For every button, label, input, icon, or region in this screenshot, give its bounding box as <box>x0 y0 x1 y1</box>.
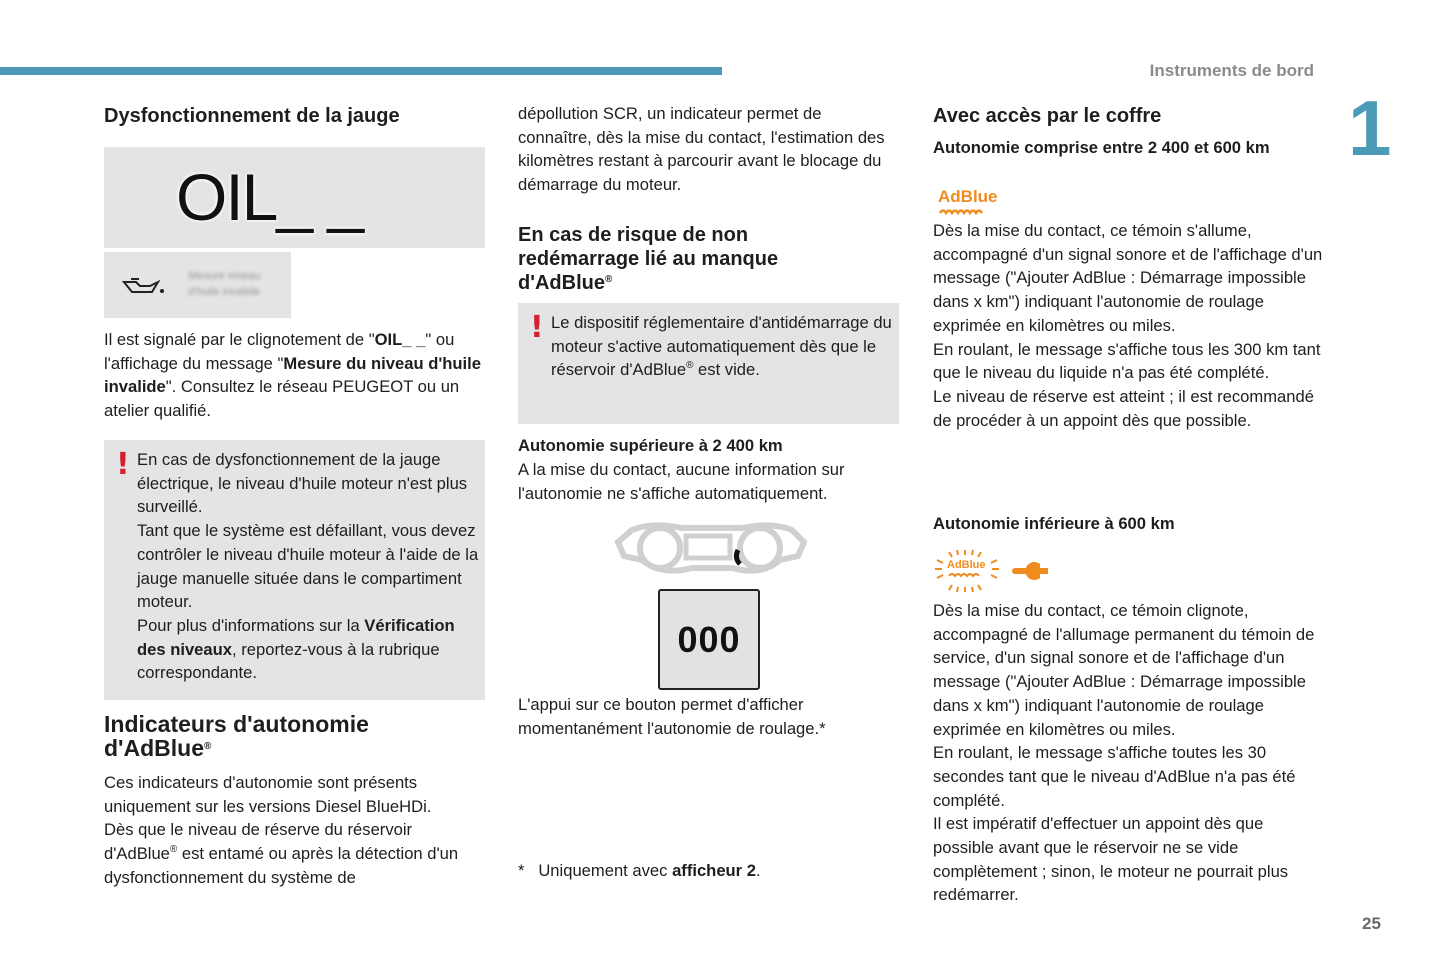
text-bold: OIL_ _ <box>374 330 426 349</box>
paragraph-2400-600 <box>933 219 1323 432</box>
oil-message-text: Mesure niveau d'huile invalide <box>188 270 261 298</box>
warning-icon: ! <box>116 447 130 482</box>
heading-gauge-malfunction: Dysfonctionnement de la jauge <box>104 105 400 127</box>
paragraph-button: L'appui sur ce bouton permet d'afficher momentanément l'autonomie de roulage.* <box>518 695 826 738</box>
text: Uniquement avec <box>538 861 673 880</box>
warning-icon: ! <box>530 310 544 345</box>
warning-box-oil <box>104 440 485 700</box>
text: Il est signalé par le clignotement de " <box>104 330 375 349</box>
text: Le dispositif réglementaire d'antidémarrage du moteur s'active automatiquement dès que le réservoir d'AdBlue <box>551 313 892 380</box>
subheading-below-600: Autonomie inférieure à 600 km <box>933 514 1175 533</box>
paragraph-adblue-intro <box>104 771 486 890</box>
paragraph-oil-signal <box>104 328 486 423</box>
warning-text: En cas de dysfonctionnement de la jauge électrique, le niveau d'huile moteur n'est plus surveillé. <box>137 450 468 517</box>
footnote-mark: * <box>518 861 525 880</box>
text: Ces indicateurs d'autonomie sont présents uniquement sur les versions Diesel BlueHDi. <box>104 773 432 816</box>
text: ". Consultez le réseau PEUGEOT ou un atelier qualifié. <box>104 377 460 421</box>
footnote <box>518 859 903 883</box>
text: Indicateurs d'autonomie d'AdBlue <box>104 711 369 761</box>
icon-label: AdBlue <box>947 559 986 571</box>
icon-label: AdBlue <box>938 187 998 206</box>
adblue-flashing-icon <box>933 548 1001 594</box>
chapter-number: 1 <box>1348 84 1392 172</box>
heading-trunk-access: Avec accès par le coffre <box>933 105 1162 127</box>
text: " ou l'affichage du message " <box>104 330 455 373</box>
instrument-cluster-icon <box>612 520 808 578</box>
text: , reportez-vous à la rubrique correspondante. <box>137 639 440 683</box>
text: En cas de risque de non redémarrage lié au manque d'AdBlue <box>518 224 779 294</box>
text: Dès la mise du contact, ce témoin s'allume, accompagné d'un signal sonore et de l'affichage d'un message ("Ajouter AdBlue : Démarrage impossible dans x km") indiquant l'autonomie de roulage exprimée en kilomètres ou miles. <box>933 221 1323 335</box>
paragraph-scr: dépollution SCR, un indicateur permet de connaître, dès la mise du contact, l'estimation des kilomètres restant à parcourir avant le blocage du démarrage du moteur. <box>518 104 885 195</box>
warning-text <box>137 614 479 685</box>
warning-text <box>551 311 893 382</box>
text: est entamé ou après la détection d'un dysfonctionnement du système de <box>104 844 459 887</box>
text: En roulant, le message s'affiche toutes les 30 secondes tant que le niveau d'AdBlue n'a pas été complété. <box>933 743 1296 810</box>
heading-adblue-indicators: Indicateurs d'autonomie d'AdBlue® <box>104 711 369 761</box>
text <box>104 818 486 889</box>
oil-display-image <box>104 147 485 248</box>
page-number: 25 <box>1362 914 1381 933</box>
text-bold: afficheur 2 <box>672 861 756 880</box>
text: Il est impératif d'effectuer un appoint dès que possible avant que le réservoir ne se vide complètement ; sinon, le moteur ne pourrait plus redémarrer. <box>933 814 1289 905</box>
service-wrench-icon <box>1010 560 1058 582</box>
subheading-above-2400: Autonomie supérieure à 2 400 km <box>518 436 783 455</box>
text: est vide. <box>693 360 760 380</box>
text: En roulant, le message s'affiche tous les 300 km tant que le niveau du liquide n'a pas été complété. <box>933 339 1321 383</box>
warning-text: Tant que le système est défaillant, vous devez contrôler le niveau d'huile moteur à l'aide de la jauge manuelle située dans le compartiment moteur. <box>137 521 479 612</box>
header-bar <box>0 67 722 75</box>
text: Pour plus d'informations sur la <box>137 615 365 635</box>
text-bold: Vérification des niveaux <box>137 615 455 659</box>
text-bold: Mesure du niveau d'huile invalide <box>104 353 481 397</box>
text: Dès la mise du contact, ce témoin clignote, accompagné de l'allumage permanent du témoin de service, d'un signal sonore et de l'affichage d'un message ("Ajouter AdBlue : Démarrage impossible dans x km") indiquant l'autonomie de roulage exprimée en kilomètres ou miles. <box>933 601 1315 739</box>
text: Dès que le niveau de réserve du réservoir d'AdBlue <box>104 820 413 864</box>
paragraph-above-2400: A la mise du contact, aucune information sur l'autonomie ne s'affiche automatiquement. <box>518 460 845 503</box>
range-display-button[interactable] <box>658 589 760 690</box>
button-label: 000 <box>677 619 741 660</box>
oil-display-text: OIL_ _ <box>176 160 363 234</box>
adblue-warning-icon <box>938 187 998 215</box>
registered-mark: ® <box>686 360 694 372</box>
section-title: Instruments de bord <box>1149 61 1314 80</box>
registered-mark: ® <box>169 844 178 856</box>
heading-restart-risk: En cas de risque de non redémarrage lié au manque d'AdBlue® <box>518 224 779 294</box>
text: . <box>755 861 761 880</box>
subheading-2400-600: Autonomie comprise entre 2 400 et 600 km <box>933 138 1270 157</box>
oil-can-icon <box>122 276 166 296</box>
paragraph-below-600 <box>933 599 1323 907</box>
warning-box-adblue <box>518 303 899 424</box>
text: Le niveau de réserve est atteint ; il est recommandé de procéder à un appoint dès que possible. <box>933 386 1314 430</box>
oil-message-image <box>104 252 291 318</box>
